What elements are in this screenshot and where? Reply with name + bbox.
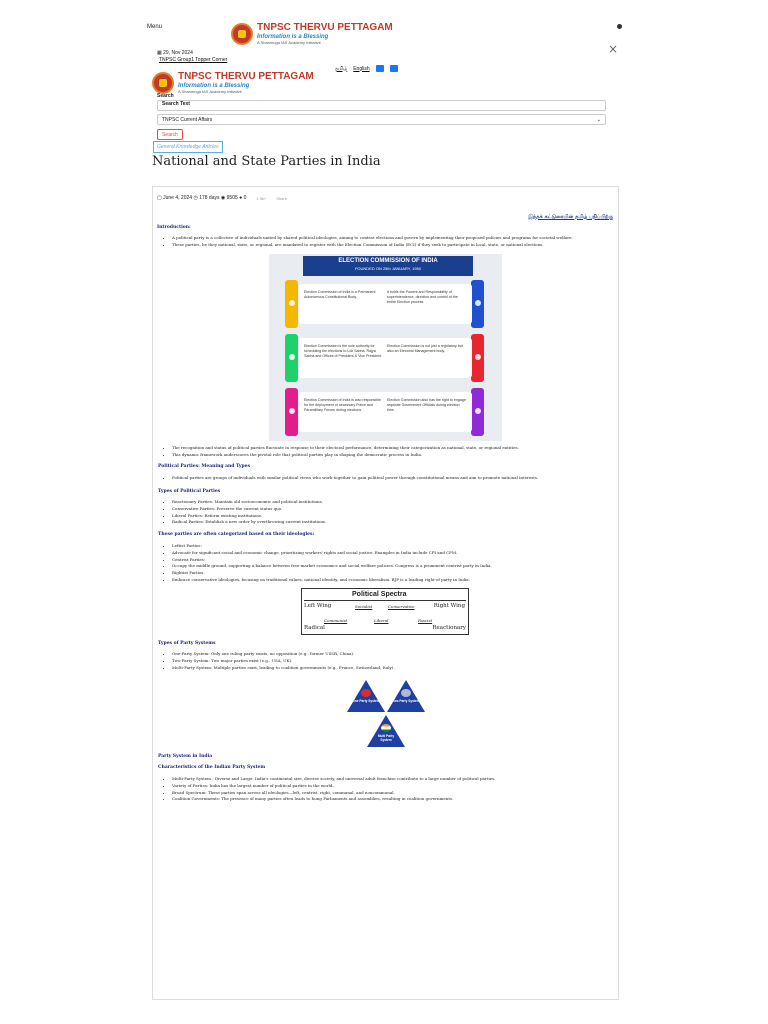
search-button[interactable]: Search [157, 129, 183, 140]
systems-heading: Types of Party Systems [158, 641, 216, 646]
ec-header [303, 256, 473, 276]
spectra-communist: Communist [324, 618, 348, 623]
search-input[interactable] [157, 100, 606, 111]
characteristics-list [157, 776, 612, 803]
list-item: • These parties, be they national, state, or regional, are mandated to register with the Election Commission of India (ECI) if they seek to participate in local, state, or national elections. [172, 242, 612, 249]
meta-comments: 0 [243, 195, 247, 201]
like-count[interactable]: 1.5k+ [256, 195, 267, 201]
menu-button[interactable]: Menu [147, 24, 163, 30]
spectra-line [304, 600, 466, 601]
list-item: • Political parties are groups of individuals with similar political views who work together to gain political power through constitutional means and aim to promote national interests. [172, 475, 612, 482]
ec-icon-bar-2 [471, 280, 484, 328]
spectra-fascist: Fascist [418, 618, 433, 623]
spectra-liberal: Liberal [374, 618, 389, 623]
ec-card-6: Election Commission also has the right to engage requisite Government Officials during election time. [382, 392, 472, 432]
meaning-heading: Political Parties: Meaning and Types [158, 464, 251, 469]
brand-tagline: Information is a Blessing [178, 83, 250, 89]
youtube-icon[interactable] [390, 65, 398, 72]
logo-emblem-icon [231, 23, 253, 45]
label-one-party: One Party System [352, 699, 380, 703]
spectra-right: Right Wing [433, 603, 465, 609]
chevron-down-icon: ⌄ [596, 116, 601, 123]
clock-icon: ◷ [193, 195, 198, 201]
spectra-title: Political Spectra [352, 591, 407, 598]
brand-title: TNPSC THERVU PETTAGAM [178, 71, 314, 82]
list-item: • A political party is a collective of individuals united by shared political ideologies, aiming to contest elections and govern by implementing their proposed policies and programs for societal welfare. [172, 235, 612, 242]
search-text-label: Search Text [162, 101, 190, 107]
meta-info [157, 195, 246, 201]
site-logo-top[interactable] [231, 23, 393, 45]
ec-icon-bar-5 [285, 388, 298, 436]
ec-card-3: Election Commission is the sole authority for scheduling the elections to Lok Sabha, Rajya Sabha and Offices of President & Vice President. [299, 338, 389, 378]
meta-days: 178 days [199, 195, 220, 201]
ec-icon-bar-1 [285, 280, 298, 328]
post-ec-list [157, 445, 612, 459]
brand-tagline: Information is a Blessing [257, 34, 329, 40]
list-item: • Leftist Parties: [172, 543, 612, 550]
spectra-conservative: Conservative [388, 604, 415, 609]
flag-two-party-icon [401, 689, 411, 697]
logo-emblem-icon [152, 72, 174, 94]
ideology-list [157, 543, 612, 584]
calendar-icon: ▢ [157, 195, 162, 201]
close-icon[interactable]: × [607, 42, 618, 56]
election-commission-infographic [269, 254, 502, 441]
label-multi-party: Multi Party System [377, 734, 395, 742]
list-item: • Rightist Parties: [172, 570, 612, 577]
list-item: • Liberal Parties: Reform existing institutions. [172, 513, 612, 520]
comment-icon: ● [239, 195, 243, 201]
topper-link[interactable]: TNPSC Group1 Topper Corner [159, 57, 228, 63]
calendar-icon: ▦ [157, 50, 164, 56]
systems-list [157, 651, 612, 671]
brand-sub: A Shanmuga IAS Academy Initiative [178, 89, 242, 94]
list-item: • Two-Party System: Two major parties exist (e.g., USA, UK). [172, 658, 612, 665]
india-heading: Party System in India [158, 754, 213, 759]
lang-english-link[interactable]: English [353, 65, 370, 72]
police-icon [289, 408, 295, 414]
intro-list [157, 235, 612, 249]
list-item: • Reactionary Parties: Maintain old socioeconomic and political institutions. [172, 499, 612, 506]
header-date: 29, Nov 2024 [163, 50, 193, 56]
star-icon [289, 354, 295, 360]
list-item: • Variety of Parties: India has the largest number of political parties in the world. [172, 783, 612, 790]
share-button[interactable]: Share [276, 195, 287, 201]
types-heading: Types of Political Parties [158, 489, 221, 494]
list-item: • Embrace conservative ideologies, focusing on traditional values, national identity, and economic liberalism. BJP is a leading right-of party in India. [172, 577, 612, 584]
people-icon [475, 354, 481, 360]
list-item: • Coalition Governments: The presence of many parties often leads to hung Parliaments and assemblies, resulting in coalition governments. [172, 796, 612, 803]
facebook-icon[interactable] [376, 65, 384, 72]
ec-card-2: It holds the Powers and Responsibility of superintendence, direction and control of the entire Election process. [382, 284, 472, 324]
ideology-heading: These parties are often categorized based on their ideologies: [158, 532, 315, 537]
meaning-list [157, 475, 612, 482]
ec-title: ELECTION COMMISSION OF INDIA [338, 258, 438, 264]
ec-card-1: Election Commission of India is a Permanent Autonomous Constitutional Body. [299, 284, 389, 324]
category-tag[interactable]: General Knowledge Articles [153, 141, 223, 153]
user-icon[interactable] [617, 24, 622, 29]
gavel-icon [475, 300, 481, 306]
list-item: • Centrist Parties: [172, 557, 612, 564]
ec-icon-bar-6 [471, 388, 484, 436]
list-item: • Occupy the middle ground, supporting a balance between free-market economics and social welfare policies. Congress is a prominent centrist party in India. [172, 563, 612, 570]
list-item: • One-Party System: Only one ruling party exists, no opposition (e.g., former USSR, China). [172, 651, 612, 658]
political-spectra-diagram [301, 588, 469, 635]
language-bar [335, 65, 398, 72]
meta-views: 9505 [226, 195, 238, 201]
ec-icon-bar-3 [285, 334, 298, 382]
date-line [157, 50, 193, 56]
types-list [157, 499, 612, 526]
site-logo-main[interactable] [152, 72, 314, 94]
ec-founded: FOUNDED ON 25th JANUARY, 1950 [354, 266, 422, 271]
page-title: National and State Parties in India [152, 154, 381, 169]
spectra-reactionary: Reactionary [432, 625, 466, 631]
lang-tamil-link[interactable]: தமிழ் [335, 65, 348, 72]
ec-card-5: Election Commission of India is also responsible for the deployment of necessary Police and Paramilitary Forces during elections. [299, 392, 389, 432]
characteristics-heading: Characteristics of the Indian Party System [158, 765, 266, 770]
list-item: • Broad Spectrum: These parties span across all ideologies—left, centrist, right, communal, and noncommunal. [172, 790, 612, 797]
officials-icon [475, 408, 481, 414]
ec-icon-bar-4 [471, 334, 484, 382]
intro-heading: Introduction: [157, 225, 191, 230]
ec-card-4: Election Commission is not just a regulatory but also an Electoral Management body. [382, 338, 472, 378]
person-icon [289, 300, 295, 306]
search-label: Search [157, 93, 174, 99]
party-system-diagram [345, 680, 427, 748]
brand-title: TNPSC THERVU PETTAGAM [257, 22, 393, 33]
list-item: • Conservative Parties: Preserve the current status quo. [172, 506, 612, 513]
category-select[interactable] [157, 114, 606, 125]
list-item: • Multi-Party System : Diverse and Large: India's continental size, diverse society, and universal adult franchise contribute to a large number of political parties. [172, 776, 612, 783]
flag-india-icon [381, 724, 391, 732]
tamil-version-link[interactable]: இந்தக் கட்டுரையின் தமிழ் பதிப்பிற்கு [528, 214, 613, 220]
label-two-party: Two Party System [392, 699, 420, 703]
article-meta [157, 195, 287, 201]
flag-one-party-icon [361, 689, 371, 697]
spectra-radical: Radical [304, 625, 325, 631]
meta-date: June 4, 2024 [163, 195, 193, 201]
eye-icon: ◉ [220, 195, 226, 201]
spectra-left: Left Wing [304, 603, 332, 609]
list-item: • This dynamic framework underscores the pivotal role that political parties play in shaping the democratic process in India. [172, 452, 612, 459]
list-item: • The recognition and status of political parties fluctuate in response to their electoral performance, determining their categorization as national, state, or regional entities. [172, 445, 612, 452]
list-item: • Multi-Party System: Multiple parties exist, leading to coalition governments (e.g., France, Switzerland, Italy). [172, 665, 612, 672]
spectra-socialist: Socialist [355, 604, 373, 609]
category-select-value: TNPSC Current Affairs [162, 116, 213, 123]
brand-sub: A Shanmuga IAS Academy Initiative [257, 40, 321, 45]
list-item: • Radical Parties: Establish a new order by overthrowing current institutions. [172, 519, 612, 526]
list-item: • Advocate for significant social and economic change, prioritizing workers' rights and social justice. Examples in India include CPI and CPM. [172, 550, 612, 557]
